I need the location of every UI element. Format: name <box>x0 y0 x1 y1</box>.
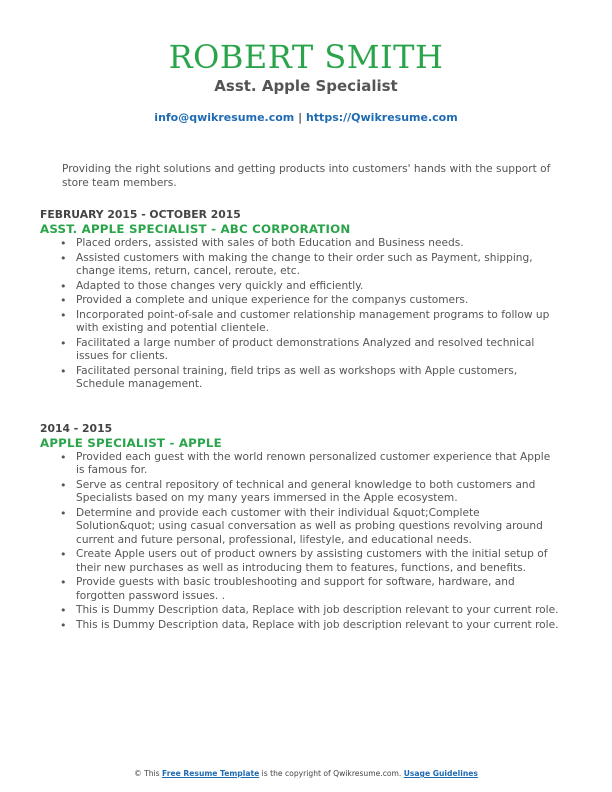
bullet-item: • Assisted customers with making the change to their order such as Payment, shipping, change items, return, cancel, reroute, etc. <box>76 252 562 279</box>
experience-section-2 <box>40 422 562 634</box>
job-title: APPLE SPECIALIST - APPLE <box>40 436 222 450</box>
bullet-item: • Placed orders, assisted with sales of both Education and Business needs. <box>76 237 562 250</box>
footer-prefix: © This <box>134 769 163 778</box>
job-title: ASST. APPLE SPECIALIST - ABC CORPORATION <box>40 222 351 236</box>
free-resume-template-link[interactable]: Free Resume Template <box>162 769 260 778</box>
bullet-item: • Incorporated point-of-sale and customer relationship management programs to follow up with existing and potential clientele. <box>76 309 562 336</box>
website-link[interactable]: https://Qwikresume.com <box>305 111 458 124</box>
footer-middle: is the copyright of Qwikresume.com. <box>259 769 404 778</box>
bullet-item: • Provided each guest with the world renown personalized customer experience that Apple is famous for. <box>76 451 562 478</box>
experience-section-1 <box>40 208 562 393</box>
usage-guidelines-link[interactable]: Usage Guidelines <box>403 769 478 778</box>
email-link[interactable]: info@qwikresume.com <box>154 111 295 124</box>
bullet-item: • This is Dummy Description data, Replace with job description relevant to your current role. <box>76 619 562 632</box>
summary-text: Providing the right solutions and getting products into customers' hands with the support of store team members. <box>62 163 551 189</box>
contact-separator: | <box>294 111 306 124</box>
job-bullets <box>40 451 562 632</box>
bullet-item: • Provided a complete and unique experience for the companys customers. <box>76 294 562 307</box>
bullet-item: • Facilitated personal training, field trips as well as workshops with Apple customers, Schedule management. <box>76 365 562 392</box>
resume-role: Asst. Apple Specialist <box>214 77 398 95</box>
job-bullets <box>40 237 562 392</box>
bullet-item: • Serve as central repository of technical and general knowledge to both customers and Specialists based on my many years immersed in the Apple ecosystem. <box>76 479 562 506</box>
footer <box>0 769 612 779</box>
bullet-item: • Provide guests with basic troubleshooting and support for software, hardware, and forgotten password issues. . <box>76 576 562 603</box>
bullet-item: • Adapted to those changes very quickly and efficiently. <box>76 280 562 293</box>
bullet-item: • This is Dummy Description data, Replace with job description relevant to your current role. <box>76 604 562 617</box>
job-dates: FEBRUARY 2015 - OCTOBER 2015 <box>40 208 241 221</box>
contact-line <box>0 111 612 125</box>
job-dates: 2014 - 2015 <box>40 422 113 435</box>
resume-name: ROBERT SMITH <box>168 38 444 76</box>
bullet-item: • Create Apple users out of product owners by assisting customers with the initial setup of their new purchases as well as introducing them to features, functions, and benefits. <box>76 548 562 575</box>
bullet-item: • Facilitated a large number of product demonstrations Analyzed and resolved technical issues for clients. <box>76 337 562 364</box>
bullet-item: • Determine and provide each customer with their individual &quot;Complete Solution&quot; using casual conversation as well as probing questions revolving around current and future personal, professional, lifestyle, and educational needs. <box>76 507 562 547</box>
